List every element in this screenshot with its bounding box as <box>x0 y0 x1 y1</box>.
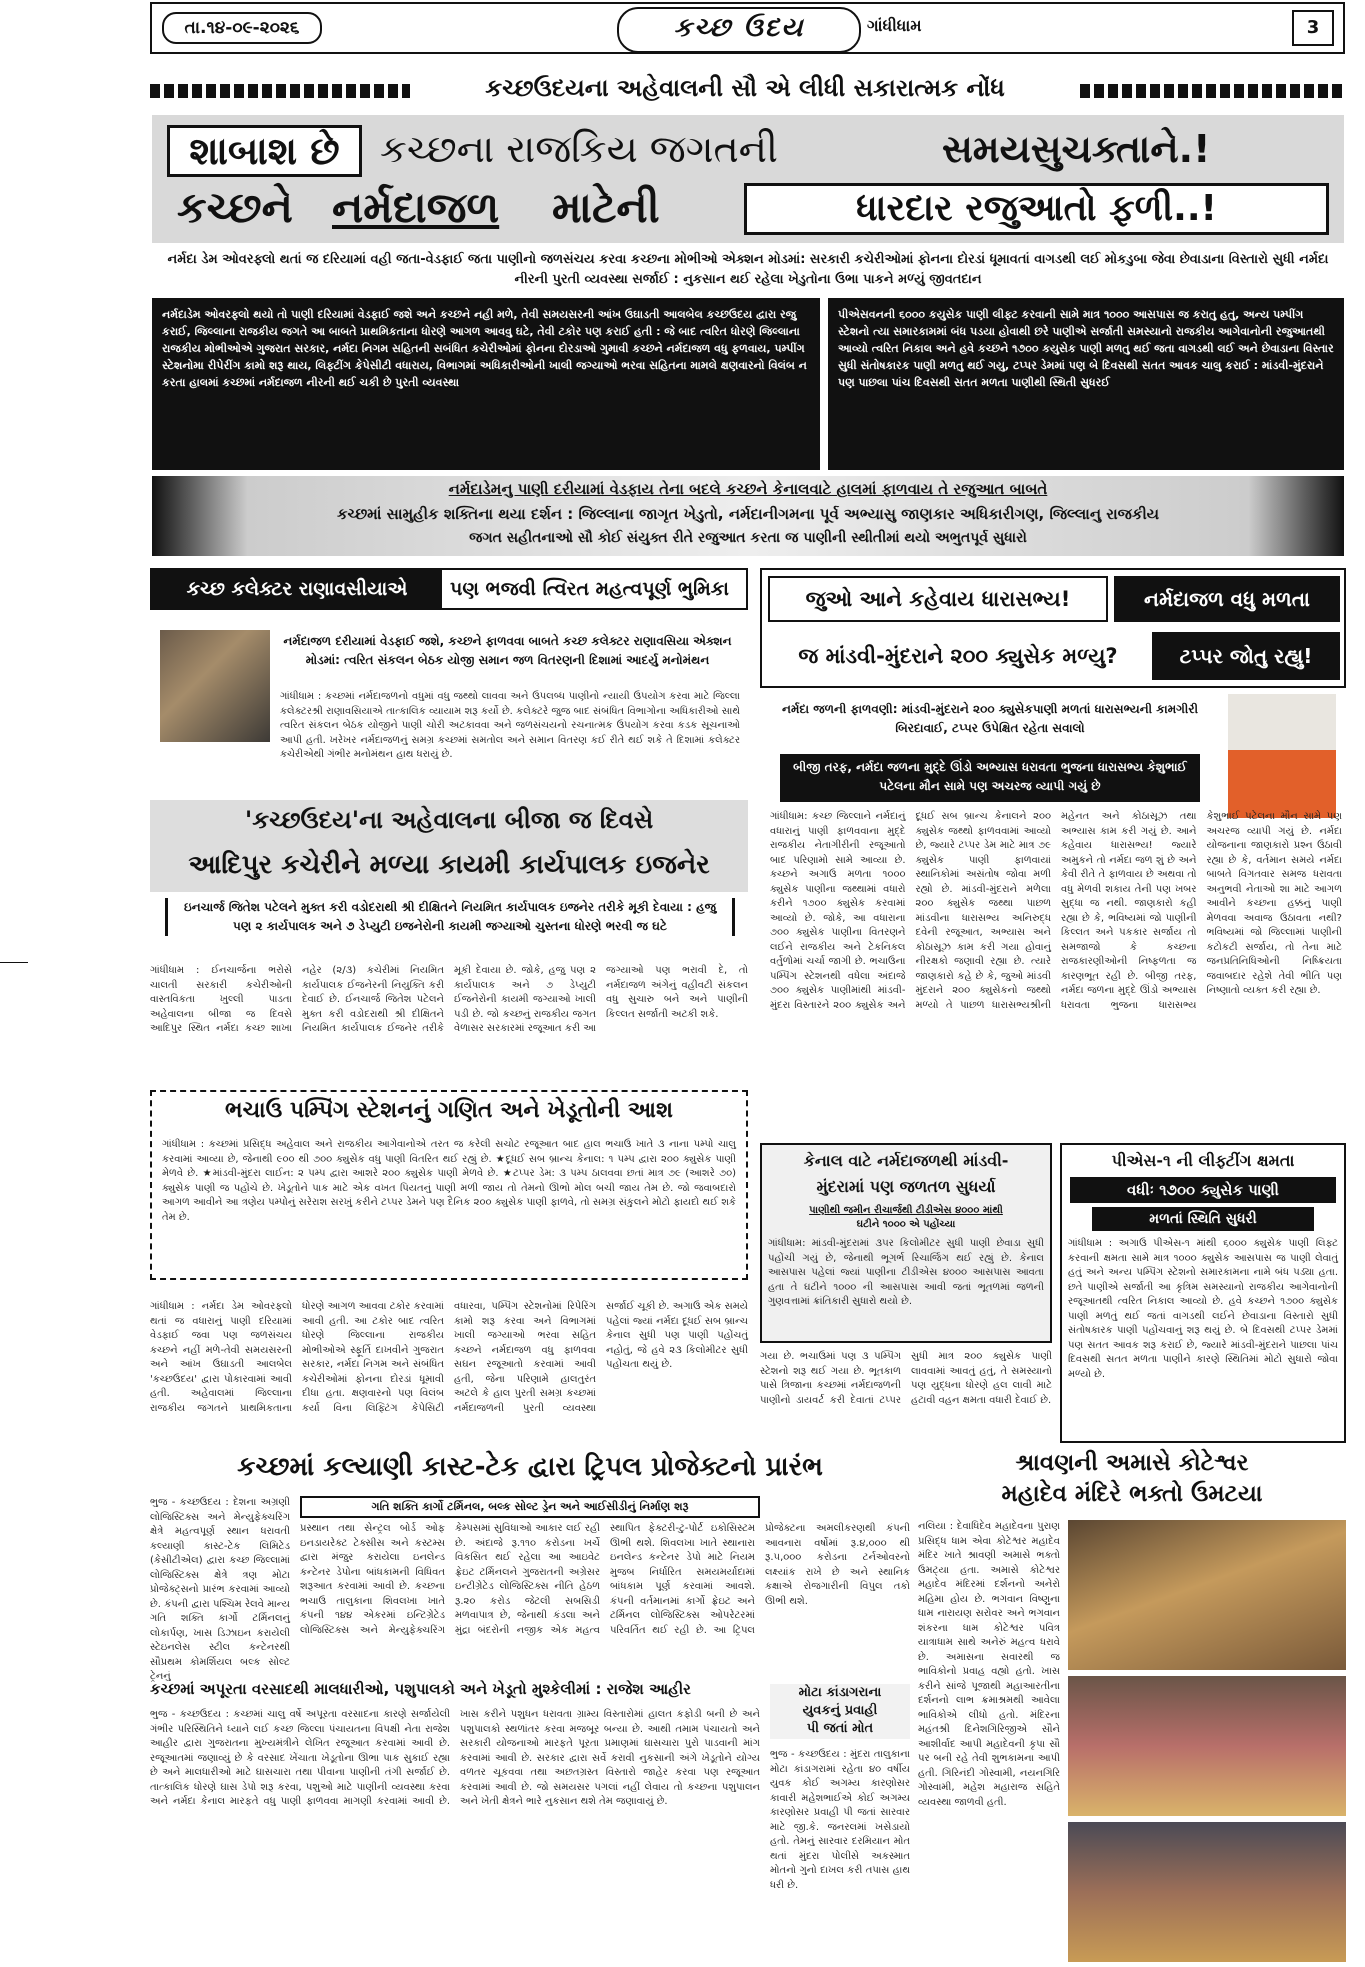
mla-title-boxed1: જુઓ આને કહેવાય ધારાસભ્ય! <box>768 576 1108 622</box>
adipur-title-bg <box>150 800 748 892</box>
kalyani-subheading: ગતિ શક્તિ કાર્ગો ટર્મિનલ, બલ્ક સોલ્ટ ડ્રેન અને આઈસીડીનું નિર્માણ શરૂ <box>300 1496 760 1518</box>
gray-banner-line3: જગત સહીતનાઓ સૌ કોઈ સંયુક્ત રીતે રજુઆત કરતા જ પાણીની સ્થીતીમાં થયો અભુતપૂર્વ સુધારો <box>469 530 1027 546</box>
gray-banner-line1: નર્મદાડેમનુ પાણી દરીયામાં વેડફાય તેના બદલે કચ્છને કેનાલવાટે હાલમાં ફાળવાય તે રજુઆત બાબતે <box>448 480 1048 498</box>
margin-line <box>0 962 28 963</box>
lower-left-body: ગાંધીધામ : નર્મદા ડેમ ઓવરફ્લો થતાં જ વધારાનું પાણી દરિયામાં વેડફાઈ જવા પણ જળસંચય કચ્છને નહીં મળે-તેવી સમયસરની અને આંખ ઉઘાડતી આલબેલ 'કચ્છઉદય' દ્વારા પોકારવામાં આવી હતી. અહેવાલમાં જિલ્લાના રાજકીય જગતને પ્રાથમિકતાના ધોરણે આગળ આવવા ટકોર કરવામાં આવી હતી. આ ટકોર બાદ ત્વરિત ધોરણે જિલ્લાના રાજકીય મોભીઓએ સ્ફૂર્તિ દાખવીને ગુજરાત સરકાર, નર્મદા નિગમ અને સંબંધિત કચેરીઓમાં ફોનના દોરડાં ધૂમાવી દીધા હતા. ક્ષણવારનો પણ વિલંબ કર્યા વિના લિફ્ટિંગ કેપેસિટી વધારવા, પમ્પિંગ સ્ટેશનોમાં રિપેરિંગ કામો શરૂ કરવા અને વિભાગમાં ખાલી જગ્યાઓ ભરવા સહિત કચ્છને નર્મદાજળ વધુ ફાળવવા સઘન રજૂઆતો કરવામાં આવી હતી, જેના પરિણામે હાલતુરંત અટલે કે હાલ પુરતી સમગ્ર કચ્છમાં નર્મદાજળની પુરતી વ્યવસ્થા સર્જાઈ ચૂકી છે. અગાઉ એક સમયે પહેલાં જ્યાં નર્મદા દૂધઈ સબ બ્રાન્ચ કેનાલ સુધી પણ પાણી પહોંચતું નહોતું, જે હવે ૨૩ કિલોમીટર સુધી પહોંચતા થયું છે. <box>150 1301 748 1414</box>
headline-line1-bold: સમયસુચક્તાને.! <box>942 127 1211 171</box>
ps1-box <box>1060 1143 1346 1443</box>
banner-ornament-left <box>150 84 410 98</box>
collector-photo <box>160 630 270 742</box>
bhachau-box <box>150 1090 748 1280</box>
adipur-title2: આદિપુર કચેરીને મળ્યા કાયમી કાર્યપાલક ઇજનેર <box>188 850 710 880</box>
mla-title2-boxed: ટપ્પર જોતુ રહ્યુ! <box>1152 632 1340 680</box>
masthead <box>150 2 1345 54</box>
page-number: 3 <box>1292 10 1334 46</box>
bhachau-body: ગાંધીધામ : કચ્છમાં પ્રસિદ્ધ અહેવાલ અને રાજકીય આગેવાનોએ તરત જ કરેલી સચોટ રજૂઆત બાદ હાલ ભચાઉ ખાતે ૩ નાના પમ્પો ચાલુ કરવામાં આવ્યા છે, જેનાથી ૯૦૦ થી ૭૦૦ ક્યુસેક વધુ પાણી વિતરિત થઈ રહ્યું છે. ★દૂધઈ સબ બ્રાન્ચ કેનાલ: ૧ પમ્પ દ્વારા ૨૦૦ ક્યુસેક પાણી મેળવે છે. ★માંડવી-મુંદરા લાઈન: ૨ પમ્પ દ્વારા આશરે ૨૦૦ ક્યુસેક પાણી મેળવે છે. ★ટપ્પર ડેમ: ૩ પમ્પ ઠાલવવા છતાં માત્ર ૭૯ (આશરે ૭૦) ક્યુસેક પાણી જ પહોંચે છે. ખેડૂતોને પાક માટે એક વખત પિયતનું પાણી મળી જાય તો તેમનો ઊભો મોલ બચી જાય તેમ છે. જો જવાબદારો આગળ આવીને આ ત્રણેય પમ્પોનું સરેરાશ સરખું કરીને ટપ્પર ડેમને પણ દૈનિક ૨૦૦ ક્યુસેક પાણી ફાળવે, તો સમગ્ર સંકુલને મોટો ફાયદો થઈ શકે તેમ છે. <box>162 1139 736 1223</box>
top-banner-text: કચ્છઉદયના અહેવાલની સૌ એ લીધી સકારાત્મક નોંધ <box>485 74 1005 102</box>
motakandagara-title <box>770 1684 910 1739</box>
gray-banner-line2: કચ્છમાં સામુહીક શક્તિના થયા દર્શન : જિલ્લાના જાગૃત ખેડુતો, નર્મદાનીગમના પૂર્વ અભ્યાસુ જાણકાર અધિકારીગણ, જિલ્લાનુ રાજકીય <box>336 505 1160 523</box>
headline-line1-rest: કચ્છના રાજકિય જગતની <box>380 127 778 171</box>
koteshwar-photo-1 <box>1068 1520 1346 1670</box>
koteshwar-title <box>918 1448 1346 1510</box>
headline-line2-a: કચ્છને <box>177 183 293 232</box>
adipur-subheading: ઇનચાર્જ જિતેશ પટેલને મુક્ત કરી વડોદરાથી શ્રી દીક્ષિતને નિયમિત કાર્યપાલક ઇજનેર તરીકે મૂકી દેવાયા : હજુ પણ ૨ કાર્યપાલક અને ૭ ડેપ્યુટી ઇજનેરોની કાયમી જગ્યાઓ ચુસ્તના ધોરણે ભરવી જ ઘટે <box>165 898 735 936</box>
mandvi-sub1: પાણીથી જમીન રીચાર્જથી ટીડીએસ ૪૦૦૦ માંથી <box>809 1205 1003 1216</box>
adipur-body: ગાંધીધામ : ઈનચાર્જના ભરોસે ચાલતી સરકારી કચેરીઓની વાસ્તવિકતા ખુલ્લી પાડતા અહેવાલના બીજા જ દિવસે આદિપુર સ્થિત નર્મદા કચ્છ શાખા નહેર (૨/૩) કચેરીમાં નિયમિત કાર્યપાલક ઈજનેરની નિયુક્તિ કરી દેવાઈ છે. ઈનચાર્જ જિતેશ પટેલને મુક્ત કરી વડોદરાથી શ્રી દીક્ષિતને નિયમિત કાર્યપાલક ઈજનેર તરીકે મૂકી દેવાયા છે. જોકે, હજુ પણ ૨ કાર્યપાલક અને ૭ ડેપ્યુટી ઈજનેરોની કાયમી જગ્યાઓ ખાલી પડી છે. જો કચ્છનું રાજકીય જગત વેળાસર સરકારમાં રજૂઆત કરી આ જગ્યાઓ પણ ભરાવી દે, તો નર્મદાજળ અંગેનું વહીવટી સંકલન વધુ સુચારુ બને અને પાણીની કિલ્લત સર્જાતી અટકી શકે. <box>150 965 748 1034</box>
motakandagara-title3: પી જતાં મોત <box>806 1721 874 1737</box>
gray-banner <box>152 476 1344 556</box>
koteshwar-title2: મહાદેવ મંદિરે ભક્તો ઉમટયા <box>1001 1481 1263 1508</box>
koteshwar-title1: શ્રાવણની અમાસે કોટેશ્વર <box>1015 1450 1249 1476</box>
top-banner <box>150 74 1345 110</box>
adipur-title1: 'કચ્છઉદય'ના અહેવાલના બીજા જ દિવસે <box>244 806 654 834</box>
koteshwar-photo-2 <box>1068 1676 1346 1816</box>
mla-title <box>760 568 1346 688</box>
mandvi-sub2: ઘટીને ૧૦૦૦ એ પહોંચ્યા <box>856 1219 956 1230</box>
mandvi-body: ગાંધીધામ: માંડવી-મુંદરામાં ૩૫ર કિલોમીટર સુધી પાણી છેવાડા સુધી પહોંચી ગયું છે, જેનાથી ભૂગર્ભ રિચાર્જિંગ થઈ રહ્યું છે. કેનાલ આસપાસ પહેલાં જ્યાં પાણીના ટીડીએસ ૪૦૦૦ આસપાસ આવતા હતા તે ઘટીને ૧૦૦૦ ની આસપાસ આવી જતાં ભૂતળમાં જળની ગુણવત્તામાં ક્રાંતિકારી સુધારો થયો છે. <box>768 1238 1044 1307</box>
mandvi-title2: મુંદરામાં પણ જળતળ સુધર્યા <box>816 1177 996 1196</box>
date-box: તા.૧૪-૦૯-૨૦૨૬ <box>162 12 322 44</box>
koteshwar-body: નલિયા : દેવાધિદેવ મહાદેવના પુરાણ પ્રસિદ્ધ ધામ એવા કોટેશ્વર મહાદેવ મંદિર ખાતે શ્રાવણી અમાસે ભક્તો ઉમટ્યા હતા. અમાસે કોટેશ્વર મહાદેવ મંદિરમાં દર્શનનો અનેરો મહિમા હોય છે. ભગવાન વિષ્ણુના ધામ નારાયણ સરોવર અને ભગવાન શંકરના ધામ કોટેશ્વર પવિત્ર યાત્રાધામ સાથે અનેરું મહત્વ ધરાવે છે. અમાસના સવારથી જ ભાવિકોનો પ્રવાહ વહ્યો હતો. ખાસ કરીને સાંજે પૂજાથી મહાઆરતીના દર્શનનો લાભ ક્રમાશ્રમથી આવેલા ભાવિકોએ લીધો હતો. મંદિરના મહંતશ્રી દિનેશગિરિજીએ સૌને આશીર્વાદ આપી મહાદેવની કૃપા સૌ પર બની રહે તેવી શુભકામના આપી હતી. ગિરિનંદી ગોસ્વામી, નયનગિરિ ગોસ્વામી, મહેશ મહારાજ સહિતે વ્યવસ્થા જાળવી હતી. <box>918 1521 1060 1808</box>
rajesh-body: ભુજ - કચ્છઉદય : કચ્છમાં ચાલુ વર્ષે અપૂરતા વરસાદના કારણે સર્જાયેલી ગંભીર પરિસ્થિતિને ધ્યાને લઈ કચ્છ જિલ્લા પંચાયતના વિપક્ષી નેતા રાજેશ આહીર દ્વારા ગુજરાતના મુખ્યમંત્રીને લેખિત રજૂઆત કરવામાં આવી છે. રજૂઆતમાં જણાવ્યું છે કે વરસાદ ખેંચાતા ખેડૂતોના ઊભા પાક સુકાઈ રહ્યા છે અને માલધારીઓ માટે ઘાસચારા તથા પીવાના પાણીની તંગી સર્જાઈ છે. તાત્કાલિક ધોરણે ઘાસ ડેપો શરૂ કરવા, પશુઓ માટે પાણીની વ્યવસ્થા કરવા અને નર્મદા કેનાલ મારફતે વધુ પાણી ફાળવવા માગણી કરવામાં આવી છે. ખાસ કરીને પશુધન ધરાવતા ગ્રામ્ય વિસ્તારોમાં હાલત કફોડી બની છે અને પશુપાલકો સ્થળાંતર કરવા મજબૂર બન્યા છે. આથી તમામ પંચાયતો અને સરકારી યોજનાઓ મારફતે પૂરતા પ્રમાણમાં ઘાસચારા પુરો પાડવાની માંગ કરવામાં આવી છે. સરકાર દ્વારા સર્વે કરાવી નુકસાની અંગે ખેડૂતોને યોગ્ય વળતર ચૂકવવા તથા અછતગ્રસ્ત વિસ્તારો જાહેર કરવા પણ રજૂઆત કરવામાં આવી છે. જો સમયસર પગલાં નહીં લેવાય તો કચ્છના પશુપાલન અને ખેતી ક્ષેત્રને ભારે નુકસાન થશે તેમ જણાવાયું છે. <box>150 1709 760 1807</box>
mla-photo <box>1228 694 1336 818</box>
black-box-left: નર્મદાડેમ ઓવરફ્લો થયો તો પાણી દરિયામાં વેડફાઈ જશે અને કચ્છને નહી મળે, તેવી સમયસરની આંખ ઉઘાડતી આલબેલ કચ્છઉદય દ્વારા રજુ કરાઈ, જિલ્લાના રાજકીય જગતે આ બાબતે પ્રાથમિકતાના ધોરણે આગળ આવવુ ઘટે, તેવી ટકોર પણ કરાઈ હતી : જે બાદ ત્વરિત ધોરણે જિલ્લાના રાજકીય મોભીઓએ ગુજરાત સરકાર, નર્મદા નિગમ સહિતની સબંધિત કચેરીઓમાં ફોનના દોરડાઓ ગુમાવી કચ્છને નર્મદાજળ વધુ ફળવાય, પમ્પીંગ સ્ટેશનોમા રીપેરીંગ કામો શરૂ થાય, લિફ્ટીંગ કેપેસીટી વધારાય, વિભાગમાં અધિકારીઓની ખાલી જગ્યાઓ ભરવા સહિતના મામલે ક્ષણવારનો વિલંબ ન કરતા હાલમાં કચ્છમાં નર્મદાજળ નીરની થઈ ચકી છે પુરતી વ્યવસ્થા <box>152 298 820 470</box>
collector-title-rest: પણ ભજવી ત્વિરત મહત્વપૂર્ણ ભુમિકા <box>450 578 729 600</box>
kalyani-body: પ્રસ્થાન તથા સેન્ટ્રલ બોર્ડ ઓફ ઇનડાયરેક્ટ ટેક્સીસ અને કસ્ટમ્સ દ્વારા મંજુર કરાયેલા ઇનલેન્ડ કન્ટેનર ડેપોના બાંધકામની વિધિવત શરૂઆત કરવામાં આવી છે. કચ્છના ભચાઉ તાલુકાના શિવલખા ખાતે કંપની ૧૪૪ એકરમાં ઇન્ટિગ્રેટેડ લોજિસ્ટિક્સ અને મેન્યુફેક્ચરિંગ કેમ્પસમાં સુવિધાઓ આકાર લઈ રહી છે. અંદાજે રૂ.૧૧૦ કરોડના ખર્ચે વિકસિત થઈ રહેલા આ આઇવેટ ફ્રેઇટ ટર્મિનલને ગુજરાતની અગ્રેસર ઇન્ટીગ્રેટેડ લોજિસ્ટિક્સ નીતિ હેઠળ રૂ.૨૦ કરોડ જેટલી સબસિડી મળવાપાત્ર છે, જેનાથી કંડલા અને મુંદ્રા બંદરોની નજીક એક મહત્વ સ્થાપિત ફેક્ટરી-ટુ-પોર્ટ ઇકોસિસ્ટમ ઊભી થશે. શિવલખા ખાતે સ્થાનારા ઇનલેન્ડ કન્ટેનર ડેપો માટે નિયમ મુજબ નિર્ધારિત સમયમર્યાદામાં બાંધકામ પૂર્ણ કરવામાં આવશે. કંપની વર્તમાનમાં કાર્ગો ફ્રેઇટ અને ટર્મિનલ લોજિસ્ટિક્સ ઓપરેટરમાં પરિવર્તિત થઈ રહી છે. આ ટ્રિપલ પ્રોજેક્ટના અમલીકરણથી કંપની આવનારા વર્ષોમાં રૂ.૪,૦૦૦ થી રૂ.૫,૦૦૦ કરોડના ટર્નઓવરનો લક્ષ્યાંક રાખે છે અને સ્થાનિક કક્ષાએ રોજગારીની વિપુલ તકો ઊભી થશે. <box>300 1523 910 1636</box>
mandvi-title1: કેનાલ વાટે નર્મદાજળથી માંડવી- <box>803 1151 1009 1170</box>
banner-ornament-right <box>1080 84 1345 98</box>
masthead-city: ગાંધીધામ <box>867 16 922 35</box>
rajesh-title: કચ્છમાં અપૂરતા વરસાદથી માલધારીઓ, પશુપાલકો અને ખેડૂતો મુશ્કેલીમાં : રાજેશ આહીર <box>150 1680 691 1698</box>
mla-tail-body: ગયા છે. ભચાઉમાં પણ ૩ પમ્પિંગ સ્ટેશનો શરૂ થઈ ગયા છે. ભૂતકાળ પાસે ત્રિજાના કચ્છમાં નર્મદાજળની પાણીનો ડાયવર્ટ કરી દેવાતાં ટપ્પર સુધી માત્ર ૨૦૦ ક્યુસેક પાણી લાવવામાં આવતું હતું, તે સમસ્યાનો પણ યુદ્ધના ધોરણે હલ લાવી માટે હટાવી વહન ક્ષમતા વધારી દેવાઈ છે. <box>760 1351 1052 1406</box>
collector-subheading: નર્મદાજળ દરીયામાં વેડફાઈ જશે, કચ્છને ફાળવવા બાબતે કચ્છ કલેક્ટર રાણાવસિયા એક્શન મોડમાં: ત્વરિત સંકલન બેઠક યોજી સમાન જળ વિતરણની દિશામાં આદર્યુ મનોમંથન <box>283 634 732 667</box>
headline-boxed-2: ધારદાર રજુઆતો ફળી..! <box>744 183 1329 235</box>
masthead-logo: કચ્છ ઉદય <box>617 7 861 53</box>
mandvi-box <box>760 1143 1052 1343</box>
bhachau-title: ભચાઉ પમ્પિંગ સ્ટેશનનું ગણિત અને ખેડૂતોની આશ <box>225 1098 673 1123</box>
black-box-right: પીએસવનની ૬૦૦૦ કયુસેક પાણી લીફ્ટ કરવાની સામે માત્ર ૧૦૦૦ આસપાસ જ કરાતુ હતુ, અન્ય પમ્પીંગ સ્ટેશનો ત્યા સમારકામમાં બંધ પડયા હોવાથી છરે પાણીએ સર્જાતી સમસ્યાનો રાજકીય આગેવાનોની રજુઆતથી આવ્યો ત્વરિત નિકાલ અને હવે કચ્છને ૧૭૦૦ કયુસેક પાણી મળતુ થઈ જતા વાગડથી લઈ અને છેવાડાના વિસ્તાર સુધી સંતોષકારક પાણી મળતુ થઈ ગયુ, ટપ્પર ડેમમાં પણ બે દિવસથી સતત આવક ચાલુ કરાઈ : માંડવી-મુંદરાને પણ પાછલા પાંચ દિવસથી સતત મળતા પાણીથી સ્થિતી સુધરઈ <box>828 298 1344 470</box>
motakandagara-title1: મોટા કાંડાગરાના <box>798 1685 882 1700</box>
headline-line2-b: માટેની <box>552 183 660 232</box>
motakandagara-title2: યુવકનું પ્રવાહી <box>802 1703 878 1719</box>
headline-boxed-1: શાબાશ છે <box>167 125 362 177</box>
mla-subheading-2: બીજી તરફ, નર્મદા જળના મુદ્દે ઊંડો અભ્યાસ ધરાવતા ભુજના ધારાસભ્ય કેશુભાઈ પટેલના મૌન સામે પણ અચરજ વ્યાપી ગયું છે <box>780 754 1200 802</box>
kalyani-title: કચ્છમાં કલ્યાણી કાસ્ટ-ટેક દ્વારા ટ્રિપલ પ્રોજેક્ટનો પ્રારંભ <box>237 1452 823 1482</box>
koteshwar-photo-3 <box>1068 1822 1346 1962</box>
ps1-title1: પીએસ-૧ ની લીફ્ટીંગ ક્ષમતા <box>1111 1151 1295 1170</box>
kalyani-left: ભુજ - કચ્છઉદય : દેશના અગ્રણી લોજિસ્ટિક્સ અને મેન્યુફેક્ચરિંગ ક્ષેત્રે મહત્વપૂર્ણ સ્થાન ધરાવતી કલ્યાણી કાસ્ટ-ટેક લિમિટેડ (કેસીટીએલ) દ્વારા કચ્છ જિલ્લામાં લોજિસ્ટિક્સ ક્ષેત્રે ત્રણ મોટા પ્રોજેક્ટ્સનો પ્રારંભ કરવામાં આવ્યો છે. કંપની દ્વારા પશ્ચિમ રેલવે માન્ય ગતિ શક્તિ કાર્ગો ટર્મિનલનું લોકાર્પણ, ખાસ ડિઝાઇન કરાયેલી સ્ટેઇનલેસ સ્ટીલ કન્ટેનરથી સૌપ્રથમ કોમર્શિયલ બલ્ક સોલ્ટ ટ્રેનનું <box>150 1497 290 1682</box>
collector-title <box>150 568 748 610</box>
ps1-title2: વધીઃ ૧૭૦૦ ક્યુસેક પાણી <box>1070 1177 1336 1203</box>
mla-title-rest: નર્મદાજળ વધુ મળતા <box>1114 576 1340 622</box>
mla-body: ગાંધીધામ: કચ્છ જિલ્લાને નર્મદાનું વધારાનું પાણી ફાળવવાના મુદ્દે રાજકીય નેતાગીરીની રજૂઆતો બાદ પરિણામો સામે આવ્યા છે. કચ્છને અગાઉ મળતા ૧૦૦૦ ક્યુસેક પાણીના જથ્થામાં વધારો કરીને ૧૭૦૦ ક્યુસેક કરવામાં આવ્યો છે. જોકે, આ વધારાના ૭૦૦ ક્યુસેક પાણીના વિતરણને લઈને રાજકીય અને ટેકનિકલ વર્તુળોમાં ચર્ચા જાગી છે. ભચાઉના પમ્પિંગ સ્ટેશનથી વધેલા અંદાજે ૭૦૦ ક્યુસેક પાણીમાંથી માંડવી-મુંદરા વિસ્તારને ૨૦૦ ક્યુસેક અને દૂધઈ સબ બ્રાન્ચ કેનાલને ૨૦૦ ક્યુસેક જથ્થો ફાળવવામાં આવ્યો છે, જ્યારે ટપ્પર ડેમ માટે માત્ર ૭૯ ક્યુસેક પાણી ફાળવાયાં સ્થાનિકોમાં અસંતોષ જોવા મળી રહ્યો છે. માંડવી-મુંદરાને મળેલા ૨૦૦ ક્યુસેક જથ્થા પાછળ માંડવીના ધારાસભ્ય અનિરુદ્ધ દવેની રજૂઆત, અભ્યાસ અને કોઠાસૂઝ કામ કરી ગયા હોવાનું નીરક્ષકો જણાવી રહ્યા છે. ત્યારે જાણકારો કહે છે કે, જુઓ માંડવી મુંદરાને ૨૦૦ ક્યુસેકનો જથ્થો મળ્યો તે પાછળ ધારાસભ્યશ્રીની મહેનત અને કોઠાસૂઝ તથા અભ્યાસ કામ કરી ગયું છે. આને કહેવાય ધારાસભ્ય! જ્યારે અમુકને તો નર્મદા જળ શું છે અને કેવી રીતે તે ફાળવાય છે અથવા તો વધુ મેળવી શકાય તેની પણ ખબર સુદ્ધા જ નથી. જાણકારો કહી રહ્યા છે કે, ભવિષ્યમાં જો પાણીની કિલ્લત અને પકકાર સર્જાય તો સમજાજો કે કચ્છના રાજકારણીઓની નિષ્ફળતા જ કારણભૂત રહી છે. બીજી તરફ, નર્મદા જળના મુદ્દે ઊંડો અભ્યાસ ધરાવતા ભુજના ધારાસભ્ય કેશુભાઈ પટેલના મૌન સામે પણ અચરજ વ્યાપી ગયું છે. નર્મદા યોજનાના જાણકારો પ્રશ્ન ઉઠાવી રહ્યા છે કે, વર્તમાન સમયે નર્મદા બાબતે વિગતવાર સમજ ધરાવતા અનુભવી નેતાઓ શા માટે આગળ આવીને કચ્છના હક્કનું પાણી મેળવવા અવાજ ઉઠાવતા નથી? ભવિષ્યમાં જો જિલ્લામાં પાણીની કટોકટી સર્જાય, તો તેના માટે જનપ્રતિનિધિઓની નિષ્ક્રિયતા જવાબદાર રહેશે તેવી ભીતિ પણ નિષ્ણાતો વ્યક્ત કરી રહ્યા છે. <box>770 811 1342 1011</box>
mla-subheading-1: નર્મદા જળની ફાળવણી: માંડવી-મુંદરાને ૨૦૦ ક્યુસેકપાણી મળતાં ધારાસભ્યની કામગીરી બિરદાવાઈ, ટપ્પર ઉપેક્ષિત રહેતા સવાલો <box>782 702 1198 735</box>
collector-title-black: કચ્છ કલેક્ટર રાણાવસીયાએ <box>152 570 442 608</box>
subheadline: નર્મદા ડેમ ઓવરફ્લો થતાં જ દરિયામાં વહી જતા-વેડફાઈ જતા પાણીનો જળસંચય કરવા કચ્છના મોભીઓ એક્શન મોડમાં: સરકારી કચેરીઓમાં ફોનના દોરડાં ધૂમાવતાં વાગડથી લઈ મોકડુબા જેવા છેવાડાના વિસ્તારો સુધી નર્મદા નીરની પુરતી વ્યવસ્થા સર્જાઈ : નુકસાન થઈ રહેલા ખેડુતોના ઉભા પાકને મળ્યું જીવતદાન <box>167 252 1329 287</box>
ps1-title3: મળતાં સ્થિતિ સુધરી <box>1092 1207 1314 1231</box>
main-headline <box>152 115 1344 243</box>
mla-title2: જ માંડવી-મુંદરાને ૨૦૦ ક્યુસેક મળ્યુ? <box>798 644 1118 668</box>
motakandagara-body: ભુજ - કચ્છઉદય : મુંદરા તાલુકાના મોટા કાંડાગરામાં રહેતા ૪૦ વર્ષીય યુવક કોઈ અગમ્ય કારણોસર કાવારી મહેશભાઈએ કોઈ અગમ્ય કારણોસર પ્રવાહી પી જતાં સારવાર માટે જી.કે. જનરલમાં ખસેડાયો હતો. તેમનું સારવાર દરમિયાન મોત થતાં મુંદરા પોલીસે અકસ્માત મોતનો ગુનો દાખલ કરી તપાસ હાથ ધરી છે. <box>770 1749 910 1891</box>
collector-body: ગાંધીધામ : કચ્છમાં નર્મદાજળનો વધુમાં વધુ જથ્થો લાવવા અને ઉપલબ્ધ પાણીનો ન્યાયી ઉપયોગ કરવા માટે જિલ્લા કલેક્ટરશ્રી રાણાવસિયાએ તાત્કાલિક વ્યાયામ શરૂ કર્યો છે. કલેક્ટરે જુજ બાદ સંબંધિત વિભાગોના અધિકારીઓ સાથે ત્વરિત સંકલન બેઠક યોજીને પાણી ચોરી અટકાવવા અને જળસંચયનો રચનાત્મક ઉપયોગ કરવા કડક સૂચનાઓ આપી હતી. ખરેખર નર્મદાજળનું સમગ્ર કચ્છમાં સમતોલ અને સમાન વિતરણ કઈ રીતે થઈ શકે તે દિશામાં કલેક્ટર કચેરીએથી ગંભીર મનોમંથન હાથ ધરાયું છે. <box>280 691 740 760</box>
ps1-body: ગાંધીધામ : અગાઉ પીએસ-૧ માંથી ૬૦૦૦ ક્યુસેક પાણી લિફ્ટ કરવાની ક્ષમતા સામે માત્ર ૧૦૦૦ ક્યુસેક આસપાસ જ પાણી લેવાતું હતું અને અન્ય પમ્પિંગ સ્ટેશનો સમારકામના નામે બંધ પડ્યા હતા. છતે પાણીએ સર્જાતી આ કૃત્રિમ સમસ્યાનો રાજકીય આગેવાનોની રજૂઆતથી ત્વરિત નિકાલ આવ્યો છે. હવે કચ્છને ૧૭૦૦ ક્યુસેક પાણી મળતું થઈ જતાં વાગડથી લઈને છેવાડાના વિસ્તારો સુધી સંતોષકારક પાણી પહોંચવાનું શરૂ થયું છે. બે દિવસથી ટપ્પર ડેમમાં પણ સતત આવક શરૂ કરાઈ છે, જ્યારે માંડવી-મુંદરાને પાછલા પાંચ દિવસથી સતત મળતા પાણીને કારણે સ્થિતિમાં મોટો સુધારો જોવા મળ્યો છે. <box>1068 1238 1338 1380</box>
headline-line2-underlined: નર્મદાજળ <box>332 183 500 232</box>
